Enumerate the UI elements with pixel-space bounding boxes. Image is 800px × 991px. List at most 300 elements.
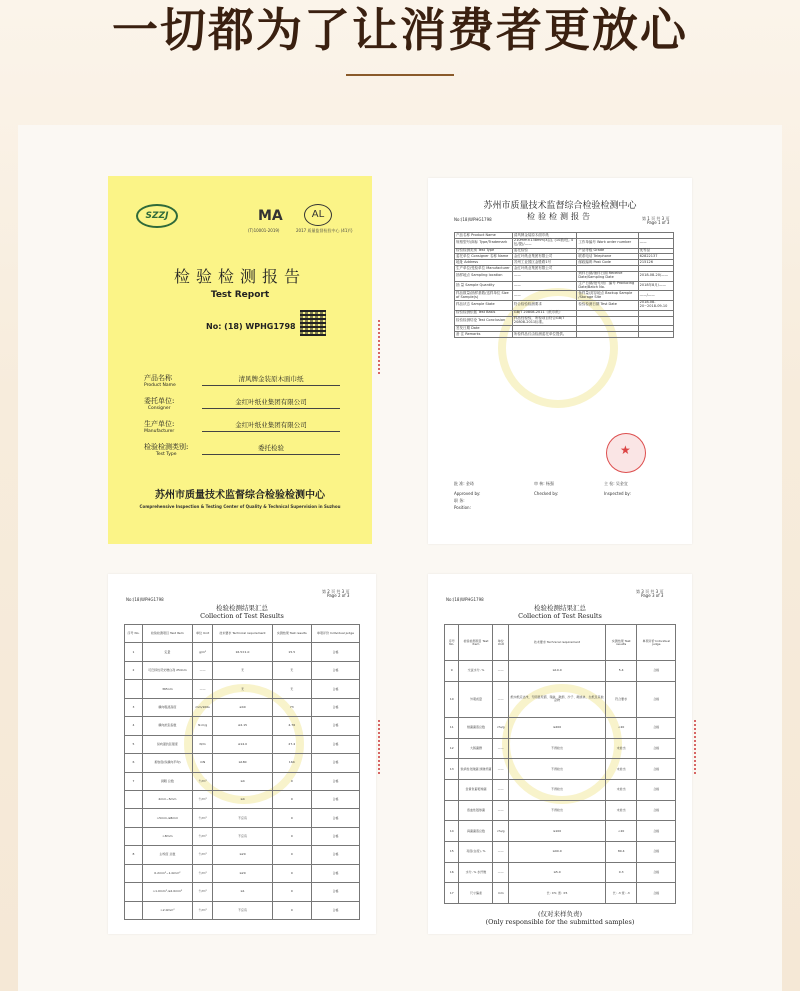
table-cell: 不应有 <box>213 827 272 845</box>
table-row <box>125 643 360 661</box>
table-cell: 合格 <box>637 759 676 780</box>
table-cell: 17 <box>445 883 459 904</box>
table-cell: 长: ±5; 宽: ±5 <box>509 883 606 904</box>
table-cell: 长: -3 宽: -3 <box>605 883 637 904</box>
page1-report-number: No:(18)WPHG1798 <box>454 217 492 222</box>
table-cell: —— <box>493 738 509 759</box>
table-cell: 样品经检验，所检项目符合GB/T 20808-2011标准。 <box>512 316 577 326</box>
table-cell: 柔软度(纵横向平均) <box>142 754 192 772</box>
field-label-test-type: 检验检测类别: Test Type <box>144 443 189 457</box>
table-cell: g/m² <box>192 643 213 661</box>
table-row <box>455 332 674 338</box>
table-row <box>125 717 360 735</box>
table-cell: —— <box>493 759 509 780</box>
table-cell: 不应有 <box>213 809 272 827</box>
table-cell: 未检出 <box>605 779 637 800</box>
table-cell: 8 <box>125 846 143 864</box>
page3-report-number: No:(18)WPHG1798 <box>446 597 484 602</box>
red-seal-icon <box>606 433 646 473</box>
inspected-by: 主 检: 吴金宜 <box>604 481 628 486</box>
table-cell: 2018年8月/—— <box>638 281 673 291</box>
table-cell: 0.3 <box>605 862 637 883</box>
seal-edge-mark <box>374 320 380 374</box>
table-cell: 个/m² <box>192 809 213 827</box>
table-cell: 0 <box>272 883 311 901</box>
page1-info-table <box>454 232 674 338</box>
page2-page-indicator: 第 2 页 共 3 页 Page 2 of 3 <box>322 589 350 599</box>
table-cell: 0 <box>272 846 311 864</box>
table-cell: 0 <box>272 864 311 882</box>
inspected-by-en: Inspected by: <box>604 491 631 496</box>
field-label-manufacturer: 生产单位: Manufacturer <box>144 420 175 434</box>
table-row <box>455 271 674 281</box>
table-row <box>455 238 674 248</box>
table-row <box>125 864 360 882</box>
table-cell: 致病性化脓菌 绿脓杆菌 <box>459 759 493 780</box>
table-cell: <20 <box>605 821 637 842</box>
table-cell: GB/T 20808-2011《纸巾纸》 <box>512 310 577 316</box>
table-cell: 无 <box>213 661 272 679</box>
table-cell: 2018-08-20/—— <box>638 271 673 281</box>
table-cell: 个/m² <box>192 864 213 882</box>
table-row <box>125 883 360 901</box>
table-cell: 个/m² <box>192 883 213 901</box>
page1-title: 检验检测报告 <box>527 212 593 221</box>
table-cell: 未检出 <box>605 759 637 780</box>
table-cell: 检验检测日期 Test Date <box>577 300 638 310</box>
table-cell: 无 <box>272 680 311 698</box>
seal-edge-mark <box>374 720 380 774</box>
table-cell: 个/m² <box>192 901 213 919</box>
table-cell: 365nm <box>142 680 192 698</box>
table-cell: 合格 <box>312 717 360 735</box>
table-cell: 苏州工业园区金胜路1号 <box>512 260 577 266</box>
table-cell: 不得检出 <box>509 800 606 821</box>
cal-note: 2017 质量监督检验中心 (41)号 <box>296 228 353 233</box>
table-cell: 备 注 Remarks <box>455 332 513 338</box>
table-cell: 尺寸偏差 <box>459 883 493 904</box>
page-headline: 一切都为了让消费者更放心 <box>112 3 688 57</box>
table-cell: 横向吸液高度 <box>142 698 192 716</box>
table-cell: 样品数量/抽样基数/送样单位 Size of Sample(s) <box>455 291 513 301</box>
table-header-cell: 单位 Unit <box>192 625 213 643</box>
table-header-cell: 实测结果 Test results <box>605 625 637 661</box>
table-cell: 产品名称 Product Name <box>455 233 513 239</box>
cma-note: (T)10001-2019) <box>248 228 280 233</box>
table-cell: —— <box>493 841 509 862</box>
page3-results-table <box>444 624 676 904</box>
table-header-cell: 检验检测项目 Test Item <box>142 625 192 643</box>
table-cell: ≤4 <box>213 790 272 808</box>
table-cell: 2 <box>125 661 143 679</box>
table-cell: 14 <box>445 821 459 842</box>
table-row <box>125 827 360 845</box>
table-cell: ≥2.15 <box>213 717 272 735</box>
table-cell: 无 <box>272 661 311 679</box>
table-cell: 金黄色葡萄球菌 <box>459 779 493 800</box>
table-header-cell: 单位 Unit <box>493 625 509 661</box>
page1-page-indicator: 第 1 页 共 3 页 Page 1 of 3 <box>642 216 670 226</box>
table-cell: 13 <box>445 759 459 780</box>
table-cell: 可迁移性荧光增白剂 254nm <box>142 661 192 679</box>
table-cell: 真菌菌落总数 <box>459 821 493 842</box>
table-cell: 清风牌金装原木面巾纸 <box>512 233 577 239</box>
table-cell <box>125 901 143 919</box>
table-row <box>125 754 360 772</box>
table-cell: >1.0mm²,≤2.0mm² <box>142 883 192 901</box>
table-cell <box>577 316 638 326</box>
table-cell <box>125 680 143 698</box>
table-row <box>125 735 360 753</box>
table-cell: 合格 <box>637 738 676 759</box>
table-cell: 0 <box>272 772 311 790</box>
table-cell: 合格 <box>312 846 360 864</box>
table-cell: ≤4 <box>213 772 272 790</box>
table-cell: 交货水分, % <box>459 661 493 682</box>
table-cell: ≤180 <box>213 754 272 772</box>
table-header-row <box>445 625 676 661</box>
table-cell: 检验检测依据 Test Basis <box>455 310 513 316</box>
table-cell: 15 <box>445 841 459 862</box>
table-cell: 合格 <box>312 772 360 790</box>
table-cell: 备样量/封存地点 Backup Sample /Storage Site <box>577 291 638 301</box>
field-value-manufacturer: 金红叶纸业集团有限公司 <box>202 420 340 432</box>
table-cell: 215126 <box>638 260 673 266</box>
table-cell: —— <box>493 800 509 821</box>
table-cell: 不应有 <box>213 901 272 919</box>
table-cell: 合格 <box>637 883 676 904</box>
table-cell: 工作单编号 Work order number <box>577 238 638 248</box>
table-cell: ≤90.0 <box>509 841 606 862</box>
table-cell: 80.4 <box>605 841 637 862</box>
page3-footer: (仅对来样负责) (Only responsible for the submitted samples) <box>485 910 635 927</box>
report-page-1 <box>428 178 692 544</box>
table-cell: 合格 <box>312 883 360 901</box>
report-page-2 <box>108 574 376 934</box>
table-row <box>125 698 360 716</box>
table-row <box>445 738 676 759</box>
table-cell: 合格 <box>312 809 360 827</box>
table-cell: 11 <box>445 717 459 738</box>
approved-by-en: Approved by: <box>454 491 481 496</box>
table-row <box>445 661 676 682</box>
cover-title: 检验检测报告 <box>173 267 306 286</box>
table-cell: 未检出 <box>605 800 637 821</box>
page1-center-name: 苏州市质量技术监督综合检验检测中心 <box>483 201 637 211</box>
table-cell: ≤100 <box>509 821 606 842</box>
table-cell: ≤20 <box>213 864 272 882</box>
headline-divider <box>346 74 454 76</box>
table-cell: ≤1 <box>213 883 272 901</box>
page3-title: 检验检测结果汇总 Collection of Test Results <box>518 604 602 621</box>
field-value-product: 清风牌金装原木面巾纸 <box>202 374 340 386</box>
table-row <box>125 680 360 698</box>
table-row <box>125 661 360 679</box>
table-row <box>445 800 676 821</box>
table-cell: 210mm×138mm(3层), (10抽/包, 4包/提)/—— <box>512 238 577 248</box>
table-row <box>455 316 674 326</box>
table-cell: N·m/g <box>192 717 213 735</box>
table-cell: 7 <box>125 772 143 790</box>
table-cell <box>125 827 143 845</box>
cover-center-english: Comprehensive Inspection & Testing Center of Quality & Technical Supervision in Suzhou <box>139 504 341 509</box>
table-cell: 3 <box>125 698 143 716</box>
table-cell: 合格 <box>637 800 676 821</box>
field-value-test-type: 委托检验 <box>202 443 340 455</box>
table-row <box>125 901 360 919</box>
table-cell: 签发日期 Date <box>455 326 513 332</box>
table-cell: ≤5.0 <box>509 862 606 883</box>
table-cell: 抽 量 Sample Quantity <box>455 281 513 291</box>
table-cell <box>638 316 673 326</box>
table-cell: mm/100s <box>192 698 213 716</box>
table-cell: 27.4 <box>272 735 311 753</box>
table-cell: 横向抗张指数 <box>142 717 192 735</box>
table-row <box>445 841 676 862</box>
table-cell: 水分, % 水纤维 <box>459 862 493 883</box>
table-cell: 未检出 <box>605 738 637 759</box>
table-cell <box>125 883 143 901</box>
table-cell: 6 <box>125 754 143 772</box>
table-cell: 合格 <box>312 680 360 698</box>
table-cell: ——/—— <box>638 291 673 301</box>
field-label-consigner: 委托单位: Consigner <box>144 397 175 411</box>
table-cell: 洞眼 总数 <box>142 772 192 790</box>
table-cell: 1 <box>125 643 143 661</box>
table-cell: —— <box>493 779 509 800</box>
table-cell: 外观质量 <box>459 681 493 717</box>
table-cell: 16.5±1.0 <box>213 643 272 661</box>
field-label-product: 产品名称 Product Name <box>144 374 176 388</box>
cal-mark: AL <box>304 204 332 226</box>
table-row <box>125 772 360 790</box>
table-row <box>455 291 674 301</box>
table-cell: 联系电话 Telephone <box>577 254 638 260</box>
table-cell: 检验检测结论 Test Conclusion <box>455 316 513 326</box>
table-cell: ≤20 <box>213 846 272 864</box>
table-cell: cfu/g <box>493 717 509 738</box>
table-cell: 合格 <box>312 790 360 808</box>
table-cell: 到样日期/抽样日期 Receive Date/Sampling Date <box>577 271 638 281</box>
checked-by: 审 核: 杨强 <box>534 481 554 486</box>
table-header-cell: 序号 No. <box>445 625 459 661</box>
table-cell: ≤200 <box>509 717 606 738</box>
table-cell: 纵向湿抗张强度 <box>142 735 192 753</box>
table-cell: 优等品 <box>638 248 673 254</box>
table-row <box>445 821 676 842</box>
table-cell: 12 <box>445 738 459 759</box>
table-cell: ≥14.0 <box>213 735 272 753</box>
table-cell: 亮度(白度), % <box>459 841 493 862</box>
page2-results-table <box>124 624 360 920</box>
table-cell: 2018-08-20~2018-09-10 <box>638 300 673 310</box>
table-cell: 合格 <box>637 681 676 717</box>
table-cell: 0 <box>272 901 311 919</box>
table-cell: 不得检出 <box>509 759 606 780</box>
table-cell: 符合检验检测要求 <box>512 300 577 310</box>
table-cell: 大肠菌群 <box>459 738 493 759</box>
table-cell: 4.76 <box>272 717 311 735</box>
table-row <box>455 281 674 291</box>
report-page-3 <box>428 574 692 934</box>
report-cover <box>108 176 372 544</box>
table-cell: >5mm,≤8mm <box>142 809 192 827</box>
table-cell: 定量 <box>142 643 192 661</box>
table-cell: 16 <box>445 862 459 883</box>
qr-code-icon <box>300 310 326 336</box>
table-header-cell: 单项评价 Individual judge <box>312 625 360 643</box>
table-cell: <20 <box>605 717 637 738</box>
table-row <box>445 862 676 883</box>
table-cell: ≤10.0 <box>509 661 606 682</box>
table-row <box>445 779 676 800</box>
approved-by: 批 准: 金琦 <box>454 481 474 486</box>
table-cell: 合格 <box>637 841 676 862</box>
table-cell: 委托单位 Consigner 名称 Name <box>455 254 513 260</box>
table-cell: 73 <box>272 698 311 716</box>
table-cell: mN <box>192 754 213 772</box>
table-cell: cfu/g <box>493 821 509 842</box>
seal-edge-mark <box>690 720 696 774</box>
table-cell: 0.2mm²~1.0mm² <box>142 864 192 882</box>
table-cell: 合格 <box>312 661 360 679</box>
table-cell: 产品等级 Grade <box>577 248 638 254</box>
table-row <box>445 681 676 717</box>
table-cell: mm <box>493 883 509 904</box>
szzj-logo: SZZJ <box>136 204 178 228</box>
table-cell: 合格 <box>637 821 676 842</box>
table-header-row <box>125 625 360 643</box>
table-cell: 尘埃度 总数 <box>142 846 192 864</box>
table-cell <box>125 864 143 882</box>
page3-page-indicator: 第 3 页 共 3 页 Page 3 of 3 <box>636 589 664 599</box>
table-cell: 纸巾纸应洁净，无明显死褶、残缺、破损、沙子、硬质块、生纸及其他杂物 <box>509 681 606 717</box>
table-cell: 62822137 <box>638 254 673 260</box>
table-cell: 个/m² <box>192 772 213 790</box>
table-cell: —— <box>512 271 577 281</box>
table-cell: ≥40 <box>213 698 272 716</box>
table-header-cell: 单项评价 Individual judge <box>637 625 676 661</box>
page2-title: 检验检测结果汇总 Collection of Test Results <box>200 604 284 621</box>
position-label-en: Position: <box>454 505 471 510</box>
table-cell: 合格 <box>312 901 360 919</box>
table-cell: 金红叶纸业集团有限公司 <box>512 266 577 272</box>
table-cell: 金红叶纸业集团有限公司 <box>512 254 577 260</box>
page2-report-number: No:(18)WPHG1798 <box>126 597 164 602</box>
table-row <box>445 717 676 738</box>
table-cell: 合格 <box>312 864 360 882</box>
table-row <box>125 790 360 808</box>
table-cell: 细菌菌落总数 <box>459 717 493 738</box>
table-row <box>445 883 676 904</box>
table-row <box>125 846 360 864</box>
table-header-cell: 技术要求 Technical requirement <box>213 625 272 643</box>
checked-by-en: Checked by: <box>534 491 559 496</box>
table-header-cell: 检验检测项目 Test Item <box>459 625 493 661</box>
table-cell: 合格 <box>312 735 360 753</box>
table-cell: 2mm~5mm <box>142 790 192 808</box>
table-cell: 不得检出 <box>509 779 606 800</box>
table-cell: 合格 <box>637 779 676 800</box>
table-cell: 合格 <box>637 717 676 738</box>
table-cell: 所检样品仅由检测委托单位提供。 <box>512 332 577 338</box>
table-cell: 个/m² <box>192 846 213 864</box>
cma-mark: MA <box>258 208 283 224</box>
cover-subtitle: Test Report <box>210 290 270 300</box>
table-cell: 5.4 <box>605 661 637 682</box>
table-cell: 生产日期/批号/出厂编号 Producing Date/Batch No. <box>577 281 638 291</box>
table-cell: —— <box>493 661 509 682</box>
table-cell: 样品状态 Sample State <box>455 300 513 310</box>
table-cell: —— <box>512 281 577 291</box>
table-cell: 164 <box>272 754 311 772</box>
table-cell: 规格型号/商标 Type/Trademark <box>455 238 513 248</box>
table-cell: 符合要求 <box>605 681 637 717</box>
table-cell: 合格 <box>312 643 360 661</box>
table-cell <box>577 332 638 338</box>
table-header-cell: 实测结果 Test results <box>272 625 311 643</box>
table-cell: 4 <box>125 717 143 735</box>
position-label: 职 务: <box>454 498 465 503</box>
table-cell: 生产单位/受检单位 Manufacturer <box>455 266 513 272</box>
table-cell: 合格 <box>637 862 676 883</box>
table-cell: 委托检验 <box>512 248 577 254</box>
table-cell: 9 <box>445 661 459 682</box>
table-cell: 合格 <box>312 827 360 845</box>
table-cell <box>445 779 459 800</box>
table-cell: —— <box>512 291 577 301</box>
table-cell: 10 <box>445 681 459 717</box>
table-row <box>125 809 360 827</box>
table-cell: N/m <box>192 735 213 753</box>
table-cell: >2.0mm² <box>142 901 192 919</box>
table-cell <box>638 332 673 338</box>
table-header-cell: 序号 No. <box>125 625 143 643</box>
table-cell <box>125 790 143 808</box>
cover-report-number: No: (18) WPHG1798 <box>206 322 296 331</box>
table-cell: —— <box>192 680 213 698</box>
table-cell: 地址 Address <box>455 260 513 266</box>
table-cell: 5 <box>125 735 143 753</box>
table-cell: 合格 <box>312 698 360 716</box>
table-cell: —— <box>493 862 509 883</box>
table-cell: —— <box>493 681 509 717</box>
table-cell: 个/m² <box>192 827 213 845</box>
table-cell <box>125 809 143 827</box>
table-cell: —— <box>192 661 213 679</box>
table-cell: 个/m² <box>192 790 213 808</box>
table-cell: 0 <box>272 790 311 808</box>
table-cell: 溶血性链球菌 <box>459 800 493 821</box>
table-cell: —— <box>638 238 673 248</box>
table-header-cell: 技术要求 Technical requirement <box>509 625 606 661</box>
table-cell: 合格 <box>312 754 360 772</box>
table-cell: 不得检出 <box>509 738 606 759</box>
table-cell: >8mm <box>142 827 192 845</box>
cover-center-name: 苏州市质量技术监督综合检验检测中心 <box>155 490 325 501</box>
table-cell: 15.5 <box>272 643 311 661</box>
table-cell: 合格 <box>637 661 676 682</box>
table-cell: 无 <box>213 680 272 698</box>
table-cell: 0 <box>272 809 311 827</box>
table-cell: 0 <box>272 827 311 845</box>
table-cell: 检验检测类别 Test Type <box>455 248 513 254</box>
table-cell: 邮政编码 Post Code <box>577 260 638 266</box>
table-cell <box>445 800 459 821</box>
table-cell: 抽样地点 Sampling location <box>455 271 513 281</box>
table-row <box>445 759 676 780</box>
table-row <box>455 300 674 310</box>
